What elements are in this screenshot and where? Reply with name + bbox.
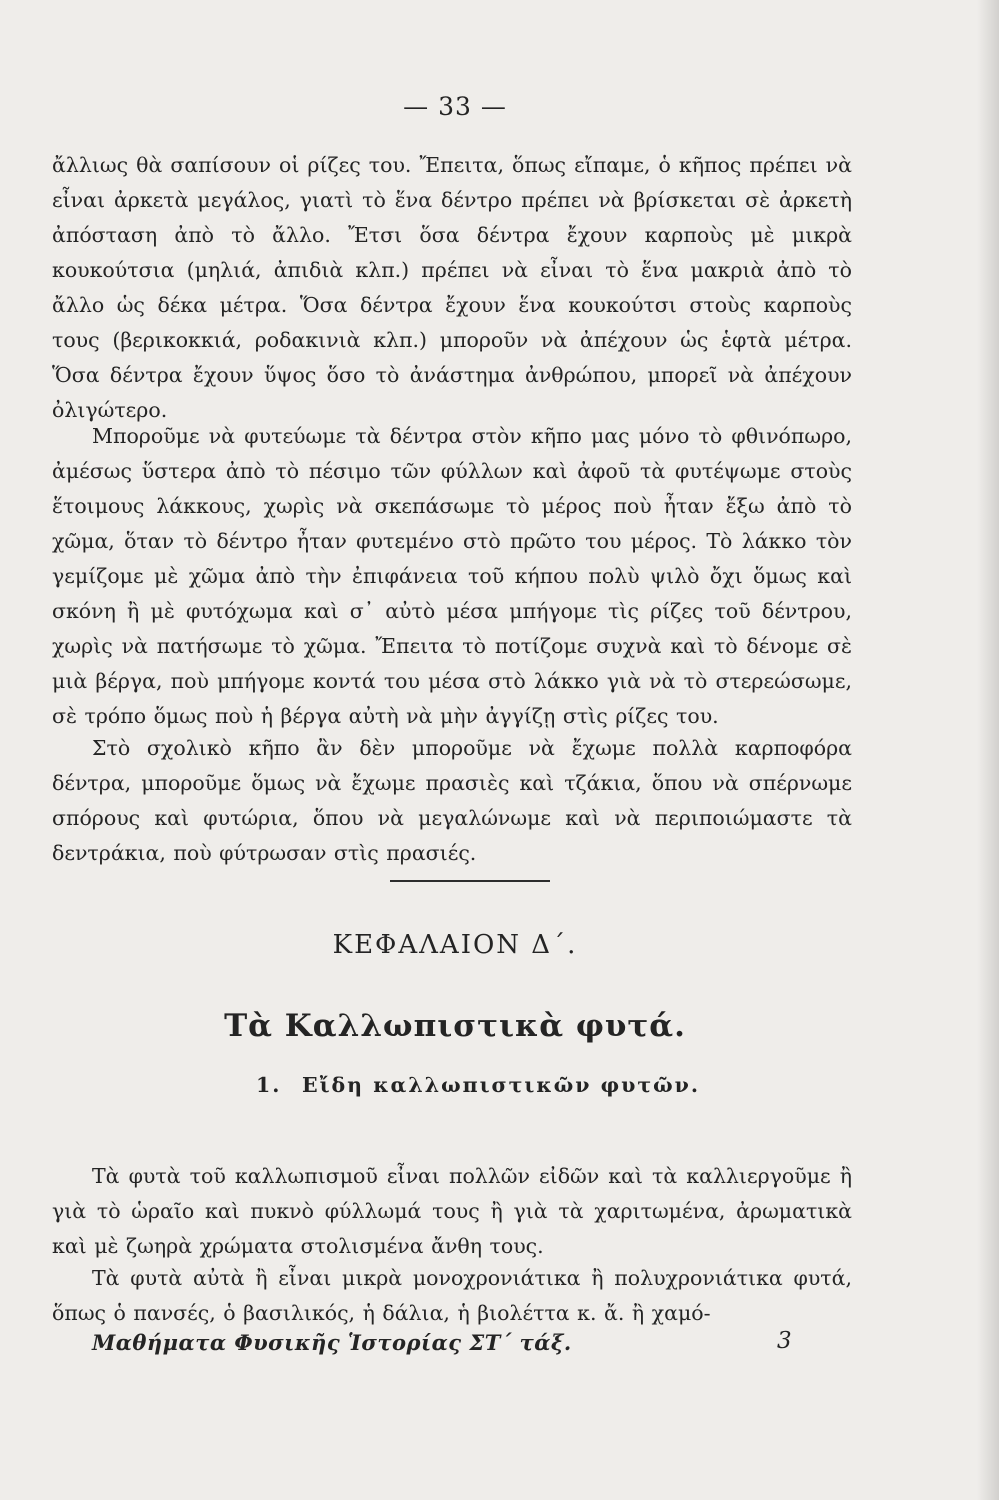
section-title: Τὰ Καλλωπιστικὰ φυτά. <box>224 1008 686 1044</box>
subsection-heading <box>256 1073 700 1097</box>
paragraph-ornamental-plants: Τὰ φυτὰ τοῦ καλλωπισμοῦ εἶναι πολλῶν εἰδῶν καὶ τὰ καλλιεργοῦμε ἢ γιὰ τὸ ὡραῖο καὶ πυκνὸ φύλλωμά τους ἢ γιὰ τὰ χαριτωμένα, ἀρωματικὰ καὶ μὲ ζωηρὰ χρώματα στολισμένα ἄνθη τους. <box>52 1163 852 1258</box>
paragraph-plant-types: Τὰ φυτὰ αὐτὰ ἢ εἶναι μικρὰ μονοχρονιάτικα ἢ πολυχρονιάτικα φυτά, ὅπως ὁ πανσές, ὁ βασιλικός, ἡ δάλια, ἡ βιολέττα κ. ἄ. ἢ χαμό- <box>52 1265 852 1325</box>
page-number: — 33 — <box>403 92 507 121</box>
footer-signature-number: 3 <box>777 1328 792 1354</box>
paragraph-tree-spacing: ἄλλιως θὰ σαπίσουν οἱ ρίζες του. Ἔπειτα, ὅπως εἴπαμε, ὁ κῆπος πρέπει νὰ εἶναι ἀρκετὰ μεγάλος, γιατὶ τὸ ἕνα δέντρο πρέπει νὰ βρίσκεται σὲ ἀρκετὴ ἀπόσταση ἀπὸ τὸ ἄλλο. Ἔτσι ὅσα δέντρα ἔχουν καρποὺς μὲ μικρὰ κουκούτσια (μηλιά, ἀπιδιὰ κλπ.) πρέπει νὰ εἶναι τὸ ἕνα μακριὰ ἀπὸ τὸ ἄλλο ὡς δέκα μέτρα. Ὅσα δέντρα ἔχουν ἕνα κουκούτσι στοὺς καρποὺς τους (βερικοκκιά, ροδακινιὰ κλπ.) μποροῦν νὰ ἀπέχουν ὡς ἑφτὰ μέτρα. Ὅσα δέντρα ἔχουν ὕψος ὅσο τὸ ἀνάστημα ἀνθρώπου, μπορεῖ νὰ ἀπέχουν ὀλιγώτερο. <box>52 152 852 422</box>
page-edge-shadow <box>977 0 999 1500</box>
section-divider <box>390 880 550 882</box>
footer-book-title: Μαθήματα Φυσικῆς Ἱστορίας ΣΤ΄ τάξ. <box>92 1330 572 1355</box>
paragraph-planting-trees: Μποροῦμε νὰ φυτεύωμε τὰ δέντρα στὸν κῆπο μας μόνο τὸ φθινόπωρο, ἀμέσως ὕστερα ἀπὸ τὸ πέσιμο τῶν φύλλων καὶ ἀφοῦ τὰ φυτέψωμε στοὺς ἕτοιμους λάκκους, χωρὶς νὰ σκεπάσωμε τὸ μέρος ποὺ ἦταν ἔξω ἀπὸ τὸ χῶμα, ὅταν τὸ δέντρο ἦταν φυτεμένο στὸ πρῶτο του μέρος. Τὸ λάκκο τὸν γεμίζομε μὲ χῶμα ἀπὸ τὴν ἐπιφάνεια τοῦ κήπου πολὺ ψιλὸ ὄχι ὅμως καὶ σκόνη ἢ μὲ φυτόχωμα καὶ σ᾽ αὐτὸ μέσα μπήγομε τὶς ρίζες τοῦ δέντρου, χωρὶς νὰ πατήσωμε τὸ χῶμα. Ἔπειτα τὸ ποτίζομε συχνὰ καὶ τὸ δένομε σὲ μιὰ βέργα, ποὺ μπήγομε κοντά του μέσα στὸ λάκκο γιὰ νὰ τὸ στερεώσωμε, σὲ τρόπο ὅμως ποὺ ἡ βέργα αὐτὴ νὰ μὴν ἀγγίζῃ στὶς ρίζες του. <box>52 423 852 728</box>
chapter-title: ΚΕΦΑΛΑΙΟΝ Δ΄. <box>332 930 578 960</box>
subsection-title: Εἴδη καλλωπιστικῶν φυτῶν. <box>301 1073 701 1097</box>
subsection-number: 1. <box>256 1073 282 1097</box>
paragraph-school-garden: Στὸ σχολικὸ κῆπο ἂν δὲν μποροῦμε νὰ ἔχωμε πολλὰ καρποφόρα δέντρα, μποροῦμε ὅμως νὰ ἔχωμε πρασιὲς καὶ τζάκια, ὅπου νὰ σπέρνωμε σπόρους καὶ φυτώρια, ὅπου νὰ μεγαλώνωμε καὶ νὰ περιποιώμαστε τὰ δεντράκια, ποὺ φύτρωσαν στὶς πρασιές. <box>52 735 852 865</box>
